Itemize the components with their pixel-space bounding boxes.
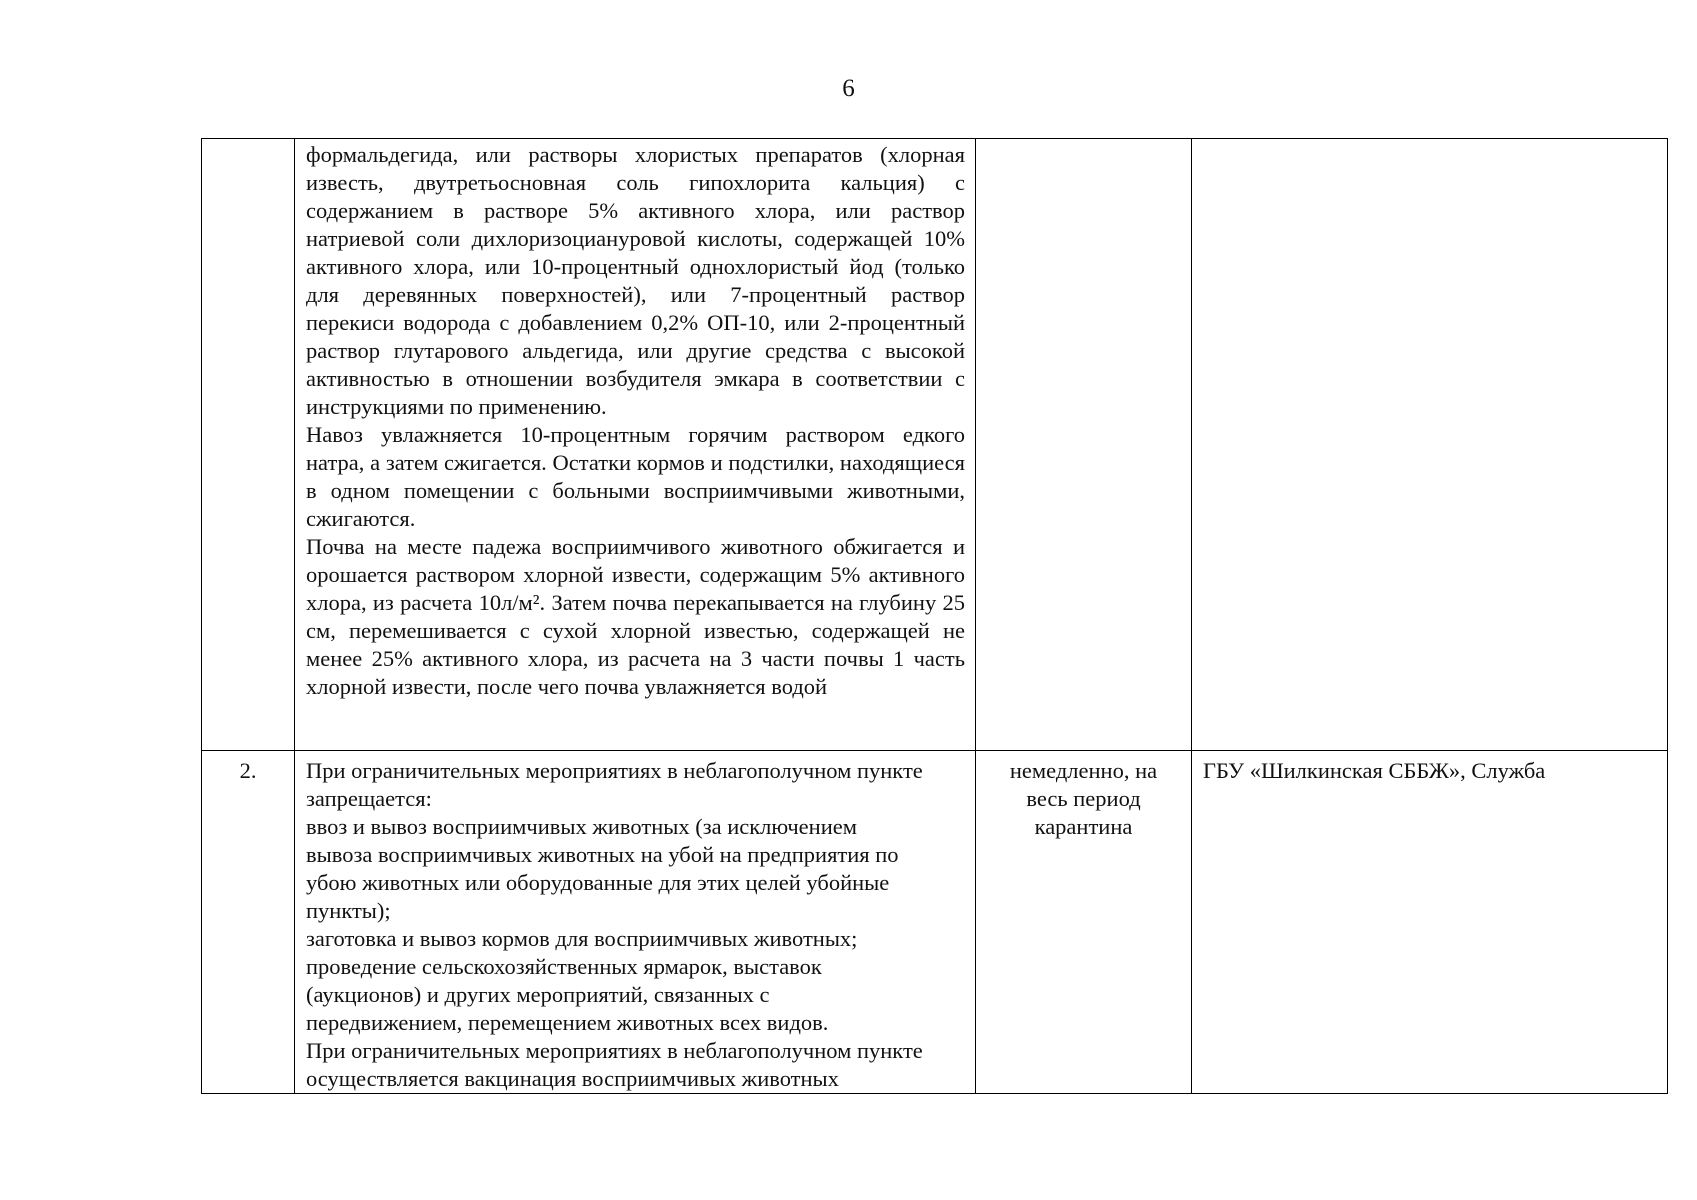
measure-line: заготовка и вывоз кормов для восприимчивых животных; (306, 926, 858, 951)
measure-paragraph: Навоз увлажняется 10-процентным горячим раствором едкого натра, а затем сжигается. Остатки кормов и подстилки, находящиеся в одном помещении с больными восприимчивыми животными, сжигаются. (306, 422, 965, 531)
page-number: 6 (842, 75, 855, 102)
measure-line: передвижением, перемещением животных всех видов. (306, 1010, 829, 1035)
measure-paragraph: формальдегида, или растворы хлористых препаратов (хлорная известь, двутретьосновная соль гипохлорита кальция) с содержанием в растворе 5% активного хлора, или раствор натриевой соли дихлоризоциануровой кислоты, содержащей 10% активного хлора, или 10-процентный однохлористый йод (только для деревянных поверхностей), или 7-процентный раствор перекиси водорода с добавлением 0,2% ОП-10, или 2-процентный раствор глутарового альдегида, или другие средства с высокой активностью в отношении возбудителя эмкара в соответствии с инструкциями по применению. (306, 142, 965, 419)
measure-line: При ограничительных мероприятиях в неблагополучном пункте (306, 758, 923, 783)
term-line: немедленно, на (1009, 758, 1158, 783)
row-number: 2. (239, 758, 257, 783)
table-row (202, 751, 1668, 1094)
term-cell (976, 139, 1192, 751)
measures-table (201, 138, 1668, 1094)
term-line: карантина (1034, 814, 1133, 839)
row-number-cell (202, 751, 295, 1094)
measure-line: убою животных или оборудованные для этих целей убойные (306, 870, 890, 895)
measure-line: При ограничительных мероприятиях в неблагополучном пункте (306, 1038, 923, 1063)
measure-text-cell (295, 751, 976, 1094)
row-number-cell (202, 139, 295, 751)
measure-line: вывоза восприимчивых животных на убой на предприятия по (306, 842, 899, 867)
measure-line: (аукционов) и других мероприятий, связанных с (306, 982, 770, 1007)
term-line: весь период (1026, 786, 1141, 811)
measure-text-cell (295, 139, 976, 751)
measure-line: пункты); (306, 898, 391, 923)
measure-line: проведение сельскохозяйственных ярмарок, выставок (306, 954, 822, 979)
measure-paragraph: Почва на месте падежа восприимчивого животного обжигается и орошается раствором хлорной извести, содержащим 5% активного хлора, из расчета 10л/м². Затем почва перекапывается на глубину 25 см, перемешивается с сухой хлорной известью, содержащей не менее 25% активного хлора, из расчета на 3 части почвы 1 часть хлорной извести, после чего почва увлажняется водой (306, 534, 965, 699)
table-row (202, 139, 1668, 751)
measure-line: осуществляется вакцинация восприимчивых животных (306, 1066, 839, 1091)
responsible-text: ГБУ «Шилкинская СББЖ», Служба (1203, 758, 1546, 783)
term-cell (976, 751, 1192, 1094)
responsible-cell (1192, 751, 1668, 1094)
measure-line: ввоз и вывоз восприимчивых животных (за исключением (306, 814, 857, 839)
responsible-cell (1192, 139, 1668, 751)
measure-line: запрещается: (306, 786, 432, 811)
